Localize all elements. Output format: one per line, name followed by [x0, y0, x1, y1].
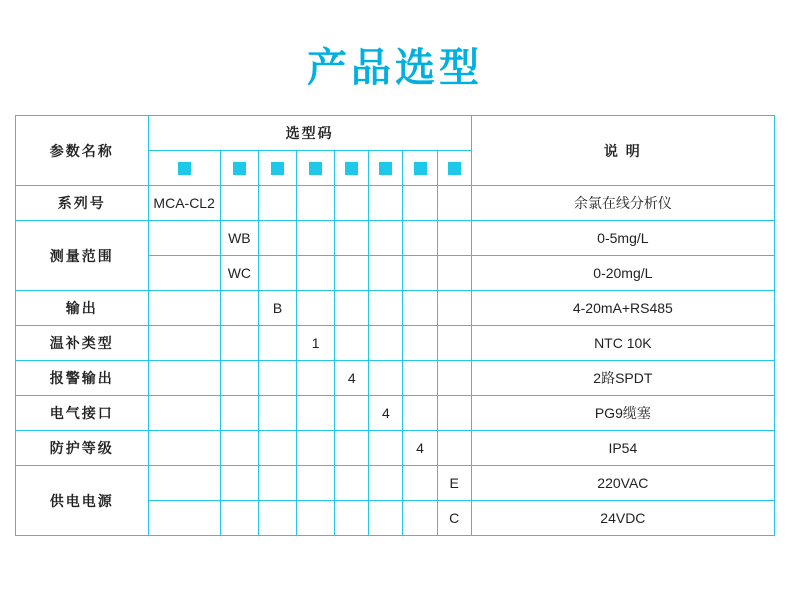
code-cell-empty [437, 361, 471, 396]
code-cell-empty [437, 431, 471, 466]
code-cell-empty [297, 291, 335, 326]
code-cell-range-wb: WB [220, 221, 258, 256]
code-cell-empty [369, 501, 403, 536]
checkbox-cell-5 [335, 151, 369, 186]
code-cell-temp-compensation: 1 [297, 326, 335, 361]
checkbox-square-icon[interactable] [232, 161, 247, 176]
checkbox-cell-3 [258, 151, 296, 186]
code-cell-empty [220, 326, 258, 361]
code-cell-empty [220, 361, 258, 396]
code-cell-range-wc: WC [220, 256, 258, 291]
code-cell-empty [437, 186, 471, 221]
code-cell-empty [403, 326, 437, 361]
checkbox-square-icon[interactable] [270, 161, 285, 176]
checkbox-square-icon[interactable] [308, 161, 323, 176]
table-row [16, 361, 775, 396]
code-cell-electrical-interface: 4 [369, 396, 403, 431]
code-cell-empty [148, 256, 220, 291]
code-cell-empty [437, 256, 471, 291]
desc-cell-alarm-output: 2路SPDT [471, 361, 774, 396]
code-cell-empty [220, 291, 258, 326]
code-cell-empty [335, 291, 369, 326]
checkbox-cell-7 [403, 151, 437, 186]
code-cell-empty [369, 431, 403, 466]
desc-cell-protection-rating: IP54 [471, 431, 774, 466]
code-cell-empty [258, 466, 296, 501]
header-param-name: 参数名称 [16, 116, 149, 186]
code-cell-protection-rating: 4 [403, 431, 437, 466]
checkbox-square-icon[interactable] [413, 161, 428, 176]
desc-cell-range-wc: 0-20mg/L [471, 256, 774, 291]
code-cell-empty [335, 186, 369, 221]
table-row [16, 396, 775, 431]
desc-cell-power-24vdc: 24VDC [471, 501, 774, 536]
code-cell-empty [148, 221, 220, 256]
code-cell-empty [258, 396, 296, 431]
table-row [16, 431, 775, 466]
page-title: 产品选型 [307, 45, 483, 91]
code-cell-empty [403, 396, 437, 431]
code-cell-empty [220, 501, 258, 536]
code-cell-empty [437, 291, 471, 326]
code-cell-empty [335, 501, 369, 536]
desc-cell-output: 4-20mA+RS485 [471, 291, 774, 326]
code-cell-series: MCA-CL2 [148, 186, 220, 221]
code-cell-empty [297, 431, 335, 466]
code-cell-empty [148, 466, 220, 501]
code-cell-empty [335, 466, 369, 501]
code-cell-empty [297, 396, 335, 431]
code-cell-empty [369, 326, 403, 361]
code-cell-empty [403, 221, 437, 256]
code-cell-empty [369, 256, 403, 291]
code-cell-empty [403, 291, 437, 326]
row-label-electrical-interface: 电气接口 [16, 396, 149, 431]
code-cell-empty [335, 256, 369, 291]
header-description: 说 明 [471, 116, 774, 186]
code-cell-empty [258, 501, 296, 536]
code-cell-empty [148, 501, 220, 536]
checkbox-cell-8 [437, 151, 471, 186]
code-cell-empty [297, 256, 335, 291]
code-cell-empty [369, 361, 403, 396]
code-cell-empty [403, 186, 437, 221]
code-cell-empty [297, 361, 335, 396]
code-cell-power-220vac: E [437, 466, 471, 501]
code-cell-empty [148, 326, 220, 361]
code-cell-empty [258, 326, 296, 361]
row-label-alarm-output: 报警输出 [16, 361, 149, 396]
code-cell-empty [148, 431, 220, 466]
checkbox-cell-1 [148, 151, 220, 186]
desc-cell-temp-compensation: NTC 10K [471, 326, 774, 361]
desc-cell-electrical-interface: PG9缆塞 [471, 396, 774, 431]
bottom-spacer [0, 536, 790, 556]
code-cell-empty [335, 431, 369, 466]
selection-table-wrapper [0, 115, 790, 536]
checkbox-square-icon[interactable] [344, 161, 359, 176]
code-cell-empty [297, 466, 335, 501]
checkbox-cell-4 [297, 151, 335, 186]
code-cell-empty [258, 431, 296, 466]
checkbox-cell-2 [220, 151, 258, 186]
checkbox-cell-6 [369, 151, 403, 186]
code-cell-empty [148, 396, 220, 431]
row-label-temp-compensation: 温补类型 [16, 326, 149, 361]
table-row [16, 466, 775, 501]
table-row [16, 326, 775, 361]
code-cell-empty [403, 361, 437, 396]
checkbox-square-icon[interactable] [378, 161, 393, 176]
code-cell-empty [335, 396, 369, 431]
row-label-output: 输出 [16, 291, 149, 326]
code-cell-empty [369, 221, 403, 256]
code-cell-empty [148, 291, 220, 326]
code-cell-power-24vdc: C [437, 501, 471, 536]
code-cell-empty [369, 186, 403, 221]
code-cell-empty [437, 326, 471, 361]
code-cell-empty [258, 361, 296, 396]
code-cell-empty [258, 221, 296, 256]
table-row [16, 221, 775, 256]
code-cell-empty [335, 221, 369, 256]
code-cell-empty [220, 186, 258, 221]
code-cell-empty [403, 501, 437, 536]
row-label-measuring-range: 测量范围 [16, 221, 149, 291]
code-cell-empty [220, 466, 258, 501]
code-cell-empty [437, 396, 471, 431]
code-cell-empty [258, 256, 296, 291]
code-cell-empty [297, 501, 335, 536]
code-cell-empty [403, 256, 437, 291]
checkbox-square-icon[interactable] [447, 161, 462, 176]
desc-cell-series: 余氯在线分析仪 [471, 186, 774, 221]
desc-cell-range-wb: 0-5mg/L [471, 221, 774, 256]
code-cell-empty [220, 431, 258, 466]
code-cell-empty [297, 186, 335, 221]
code-cell-output: B [258, 291, 296, 326]
code-cell-empty [369, 291, 403, 326]
header-selection-code: 选型码 [148, 116, 471, 151]
table-row [16, 186, 775, 221]
code-cell-empty [403, 466, 437, 501]
table-header-row [16, 116, 775, 151]
checkbox-square-icon[interactable] [177, 161, 192, 176]
code-cell-empty [220, 396, 258, 431]
desc-cell-power-220vac: 220VAC [471, 466, 774, 501]
code-cell-empty [335, 326, 369, 361]
code-cell-empty [437, 221, 471, 256]
table-row [16, 291, 775, 326]
row-label-power-supply: 供电电源 [16, 466, 149, 536]
product-selection-table [15, 115, 775, 536]
code-cell-empty [148, 361, 220, 396]
code-cell-empty [369, 466, 403, 501]
code-cell-empty [258, 186, 296, 221]
code-cell-alarm-output: 4 [335, 361, 369, 396]
row-label-series: 系列号 [16, 186, 149, 221]
row-label-protection-rating: 防护等级 [16, 431, 149, 466]
code-cell-empty [297, 221, 335, 256]
